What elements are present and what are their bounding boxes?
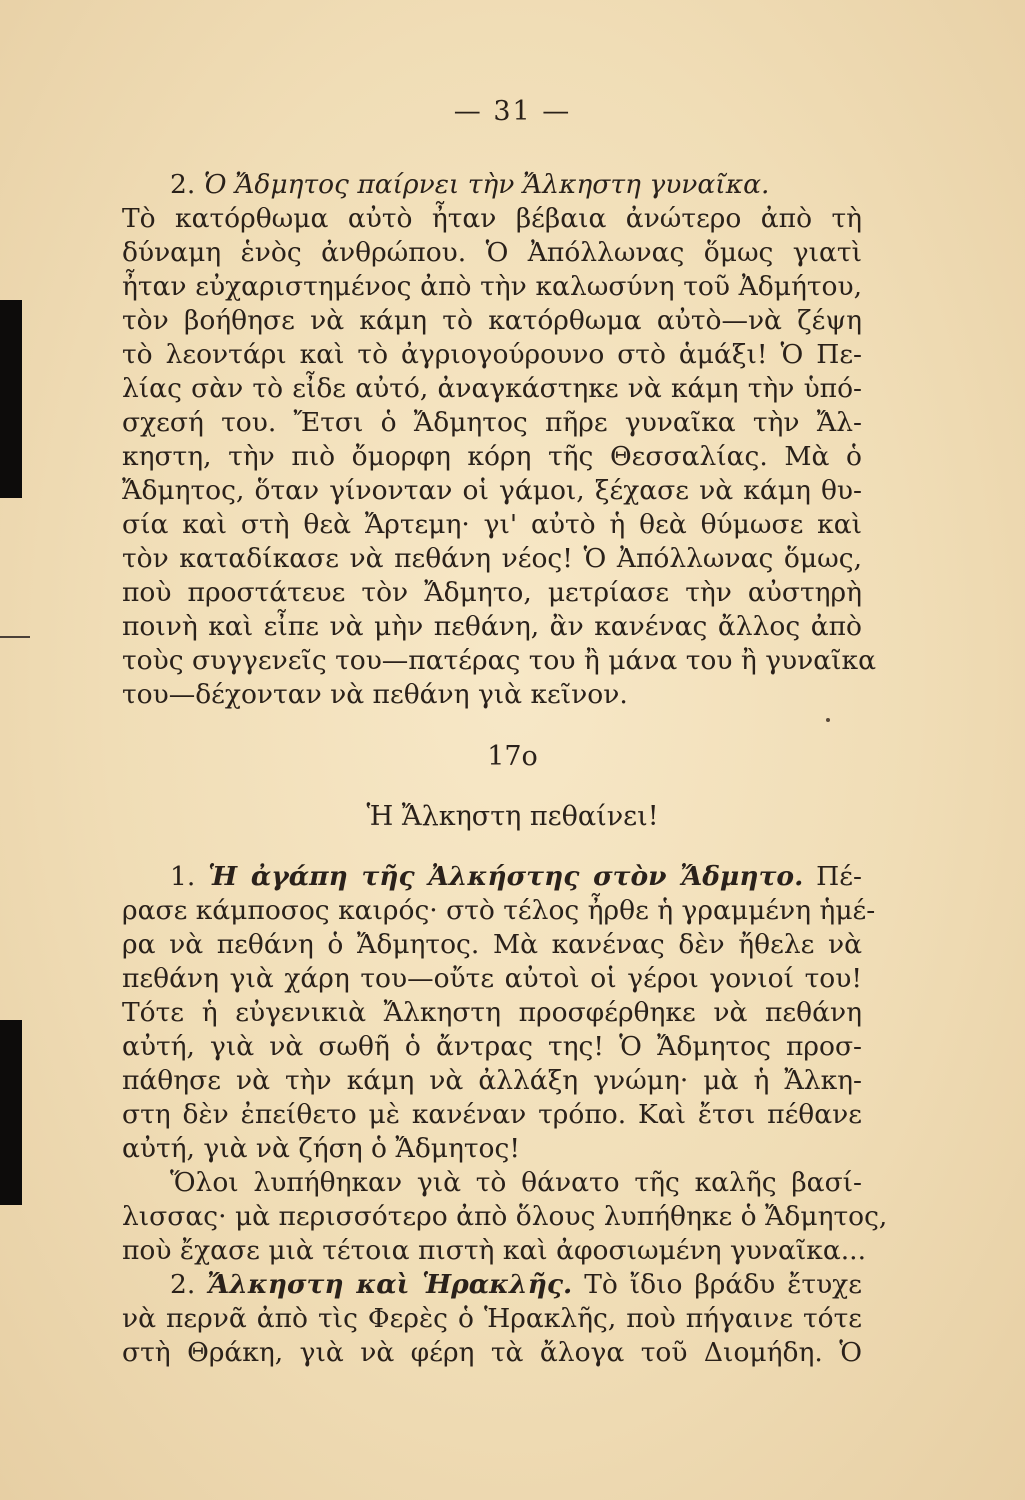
section-heading-number: 2. [170,1269,196,1300]
body-line: νὰ περνᾶ ἀπὸ τὶς Φερὲς ὁ Ἡρακλῆς, ποὺ πήγαινε τότε [122,1303,862,1334]
body-line: ρα νὰ πεθάνη ὁ Ἄδμητος. Μὰ κανένας δὲν ἤθελε νὰ [122,929,862,960]
section-heading-text: Ἄλκηστη καὶ Ἡρακλῆς. [207,1269,573,1300]
section-heading-text: Ἡ ἀγάπη τῆς Ἀλκήστης στὸν Ἄδμητο. [208,861,804,892]
body-line: αὐτή, γιὰ νὰ σωθῆ ὁ ἄντρας της! Ὁ Ἄδμητος προσ- [122,1031,862,1062]
body-line: πεθάνη γιὰ χάρη του—οὔτε αὐτοὶ οἱ γέροι γονιοί του! [122,963,862,994]
body-line: πάθησε νὰ τὴν κάμη νὰ ἀλλάξη γνώμη· μὰ ἡ Ἄλκη- [122,1065,862,1096]
binding-tape-mark-top [0,300,22,498]
section-heading [170,1268,862,1302]
section-heading [170,168,862,202]
body-line: στη δὲν ἐπείθετο μὲ κανέναν τρόπο. Καὶ ἔτσι πέθανε [122,1099,862,1130]
binding-tape-mark-bottom [0,1020,22,1205]
body-line: ποὺ ἔχασε μιὰ τέτοια πιστὴ καὶ ἀφοσιωμένη γυναῖκα... [122,1235,867,1266]
ink-dot [826,718,830,722]
section-heading-text: Ὁ Ἄδμητος παίρνει τὴν Ἄλκηστη γυναῖκα. [203,169,770,200]
body-line: Ὅλοι λυπήθηκαν γιὰ τὸ θάνατο τῆς καλῆς βασί- [170,1167,862,1198]
page-number: — 31 — [453,96,572,127]
edge-tick-mark [0,636,30,638]
body-line: τὸ λεοντάρι καὶ τὸ ἀγριογούρουνο στὸ ἁμάξι! Ὁ Πε- [122,339,862,370]
body-line: στὴ Θράκη, γιὰ νὰ φέρη τὰ ἄλογα τοῦ Διομήδη. Ὁ [122,1337,862,1368]
body-line: ποὺ προστάτευε τὸν Ἄδμητο, μετρίασε τὴν αὐστηρὴ [122,577,862,608]
section-heading-number: 2. [170,169,196,200]
body-line: Τότε ἡ εὐγενικιὰ Ἄλκηστη προσφέρθηκε νὰ πεθάνη [122,997,862,1028]
body-line: του—δέχονταν νὰ πεθάνη γιὰ κεῖνον. [122,679,628,710]
section-heading-continuation: Πέ- [816,861,862,892]
body-line: λίας σὰν τὸ εἶδε αὐτό, ἀναγκάστηκε νὰ κάμη τὴν ὑπό- [122,373,862,404]
body-line: ἦταν εὐχαριστημένος ἀπὸ τὴν καλωσύνη τοῦ Ἀδμήτου, [122,271,862,302]
body-line: λισσας· μὰ περισσότερο ἀπὸ ὅλους λυπήθηκε ὁ Ἄδμητος, [122,1201,888,1232]
chapter-title-text: Ἡ Ἄλκηστη πεθαίνει! [366,801,659,832]
body-line: τὸν καταδίκασε νὰ πεθάνη νέος! Ὁ Ἀπόλλωνας ὅμως, [122,543,862,574]
body-line: Τὸ κατόρθωμα αὐτὸ ἦταν βέβαια ἀνώτερο ἀπὸ τὴ [122,203,862,234]
body-line: ποινὴ καὶ εἶπε νὰ μὴν πεθάνη, ἂν κανένας ἄλλος ἀπὸ [122,611,862,642]
section-heading [170,860,862,894]
chapter-number: 17ο [487,741,538,772]
chapter-title [0,800,1025,834]
section-heading-number: 1. [170,861,196,892]
body-line: κηστη, τὴν πιὸ ὄμορφη κόρη τῆς Θεσσαλίας. Μὰ ὁ [122,441,862,472]
body-line: σχεσή του. Ἔτσι ὁ Ἄδμητος πῆρε γυναῖκα τὴν Ἄλ- [122,407,862,438]
body-line: σία καὶ στὴ θεὰ Ἄρτεμη· γι' αὐτὸ ἡ θεὰ θύμωσε καὶ [122,509,862,540]
body-line: ρασε κάμποσος καιρός· στὸ τέλος ἦρθε ἡ γραμμένη ἡμέ- [122,895,876,926]
body-line: αὐτή, γιὰ νὰ ζήση ὁ Ἄδμητος! [122,1133,520,1164]
body-line: τοὺς συγγενεῖς του—πατέρας του ἢ μάνα του ἢ γυναῖκα [122,645,876,676]
body-line: τὸν βοήθησε νὰ κάμη τὸ κατόρθωμα αὐτὸ—νὰ ζέψη [122,305,862,336]
body-line: δύναμη ἑνὸς ἀνθρώπου. Ὁ Ἀπόλλωνας ὅμως γιατὶ [122,237,862,268]
section-heading-continuation: Τὸ ἴδιο βράδυ ἔτυχε [584,1269,862,1300]
body-line: Ἄδμητος, ὅταν γίνονταν οἱ γάμοι, ξέχασε νὰ κάμη θυ- [122,475,862,506]
